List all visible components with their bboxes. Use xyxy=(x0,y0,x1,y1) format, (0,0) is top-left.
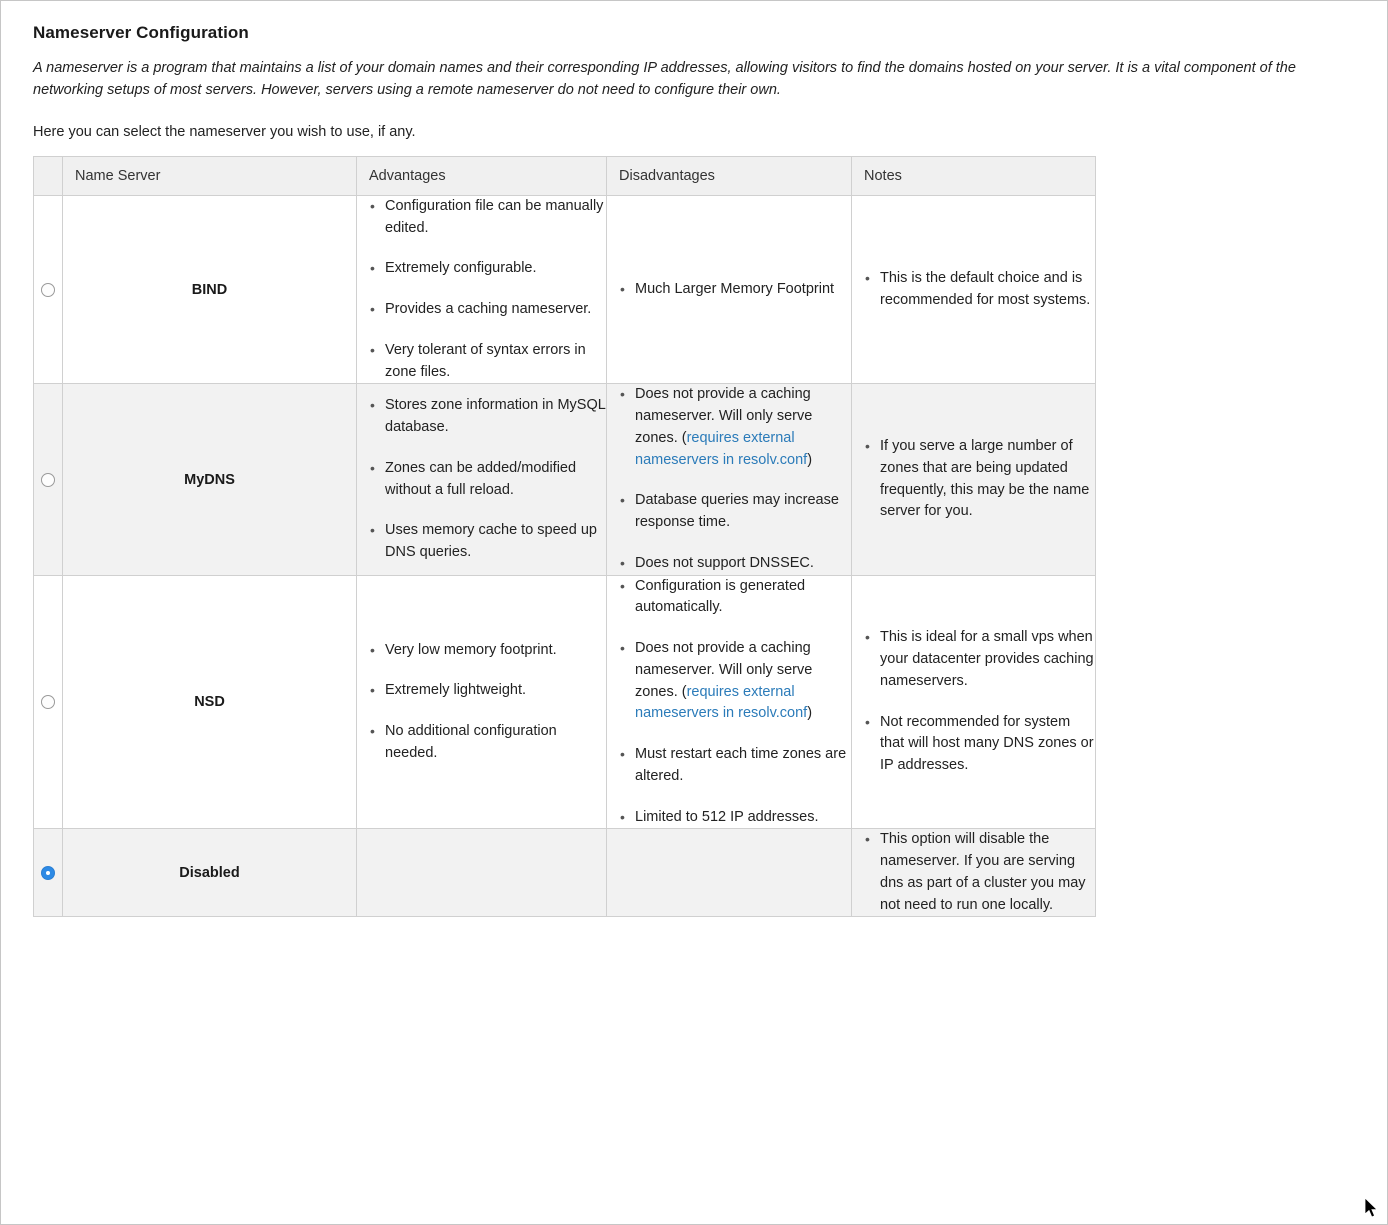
list-item: • Not recommended for system that will host many DNS zones or IP addresses. xyxy=(880,712,1095,777)
list-item: • Much Larger Memory Footprint xyxy=(635,279,851,301)
radio-cell-nsd[interactable] xyxy=(34,575,63,829)
list-item: • Very tolerant of syntax errors in zone files. xyxy=(385,340,606,384)
resolv-conf-link[interactable]: requires external nameservers in resolv.conf xyxy=(635,683,808,722)
notes-cell-mydns xyxy=(852,384,1096,575)
advantages-list xyxy=(357,395,606,564)
text-suffix: ) xyxy=(807,705,813,722)
radio-mydns[interactable] xyxy=(41,473,55,487)
list-item: • No additional configuration needed. xyxy=(385,721,606,765)
radio-cell-disabled[interactable] xyxy=(34,829,63,917)
radio-bind[interactable] xyxy=(41,283,55,297)
advantages-cell-nsd xyxy=(357,575,607,829)
list-item: • Zones can be added/modified without a full reload. xyxy=(385,458,606,502)
advantages-cell-mydns xyxy=(357,384,607,575)
list-item: • Limited to 512 IP addresses. xyxy=(635,807,851,829)
table-header-row xyxy=(34,156,1096,195)
disadvantages-cell-bind xyxy=(607,195,852,384)
list-item: • Configuration file can be manually edited. xyxy=(385,196,606,240)
list-item: • This option will disable the nameserver. If you are serving dns as part of a cluster you may not need to run one locally. xyxy=(880,829,1095,916)
nameserver-table xyxy=(33,156,1096,918)
list-item: • Stores zone information in MySQL database. xyxy=(385,395,606,439)
list-item: • Extremely lightweight. xyxy=(385,680,606,702)
list-item-with-link xyxy=(635,638,851,725)
advantages-cell-disabled xyxy=(357,829,607,917)
radio-nsd[interactable] xyxy=(41,695,55,709)
list-item: • Must restart each time zones are altered. xyxy=(635,744,851,788)
resolv-conf-link[interactable]: requires external nameservers in resolv.conf xyxy=(635,429,808,468)
name-cell-nsd: NSD xyxy=(63,575,357,829)
list-item: • Configuration is generated automatically. xyxy=(635,576,851,620)
notes-list xyxy=(852,436,1095,523)
page-title: Nameserver Configuration xyxy=(33,23,249,42)
text-prefix: Does not provide a caching nameserver. Will only serve zones. ( xyxy=(635,386,813,446)
name-cell-mydns: MyDNS xyxy=(63,384,357,575)
list-item: • This is the default choice and is recommended for most systems. xyxy=(880,268,1095,312)
list-item: • Provides a caching nameserver. xyxy=(385,299,606,321)
disadvantages-list xyxy=(607,279,851,301)
notes-cell-nsd xyxy=(852,575,1096,829)
radio-cell-bind[interactable] xyxy=(34,195,63,384)
column-header-select xyxy=(34,156,63,195)
page-subintro-text: Here you can select the nameserver you wish to use, if any. xyxy=(33,123,416,140)
column-header-notes: Notes xyxy=(852,156,1096,195)
table-row xyxy=(34,195,1096,384)
list-item: • Very low memory footprint. xyxy=(385,640,606,662)
page-intro-text: A nameserver is a program that maintains a list of your domain names and their corresponding IP addresses, allowing visitors to find the domains hosted on your server. It is a vital component of the networking setups of most servers. However, servers using a remote nameserver do not need to configure their own. xyxy=(33,60,1296,99)
disadvantages-cell-nsd xyxy=(607,575,852,829)
table-header xyxy=(34,156,1096,195)
notes-list xyxy=(852,268,1095,312)
list-item: • Uses memory cache to speed up DNS queries. xyxy=(385,520,606,564)
advantages-list xyxy=(357,196,606,384)
text-prefix: Does not provide a caching nameserver. Will only serve zones. ( xyxy=(635,640,813,700)
disadvantages-list xyxy=(607,384,851,574)
table-body xyxy=(34,195,1096,917)
name-cell-disabled: Disabled xyxy=(63,829,357,917)
radio-disabled[interactable] xyxy=(41,866,55,880)
disadvantages-cell-mydns xyxy=(607,384,852,575)
advantages-list xyxy=(357,640,606,765)
list-item-with-link xyxy=(635,384,851,471)
table-row xyxy=(34,384,1096,575)
list-item: • Extremely configurable. xyxy=(385,258,606,280)
disadvantages-list xyxy=(607,576,851,829)
advantages-cell-bind xyxy=(357,195,607,384)
list-item: • Does not support DNSSEC. xyxy=(635,553,851,575)
column-header-disadvantages: Disadvantages xyxy=(607,156,852,195)
disadvantages-cell-disabled xyxy=(607,829,852,917)
notes-list xyxy=(852,627,1095,777)
notes-cell-bind xyxy=(852,195,1096,384)
text-suffix: ) xyxy=(807,451,813,468)
notes-list xyxy=(852,829,1095,916)
name-cell-bind: BIND xyxy=(63,195,357,384)
table-row xyxy=(34,575,1096,829)
radio-cell-mydns[interactable] xyxy=(34,384,63,575)
column-header-name-server: Name Server xyxy=(63,156,357,195)
list-item: • This is ideal for a small vps when your datacenter provides caching nameservers. xyxy=(880,627,1095,692)
list-item: • Database queries may increase response time. xyxy=(635,490,851,534)
page-content xyxy=(1,1,1387,917)
list-item: • If you serve a large number of zones that are being updated frequently, this may be the name server for you. xyxy=(880,436,1095,523)
table-row xyxy=(34,829,1096,917)
notes-cell-disabled xyxy=(852,829,1096,917)
column-header-advantages: Advantages xyxy=(357,156,607,195)
